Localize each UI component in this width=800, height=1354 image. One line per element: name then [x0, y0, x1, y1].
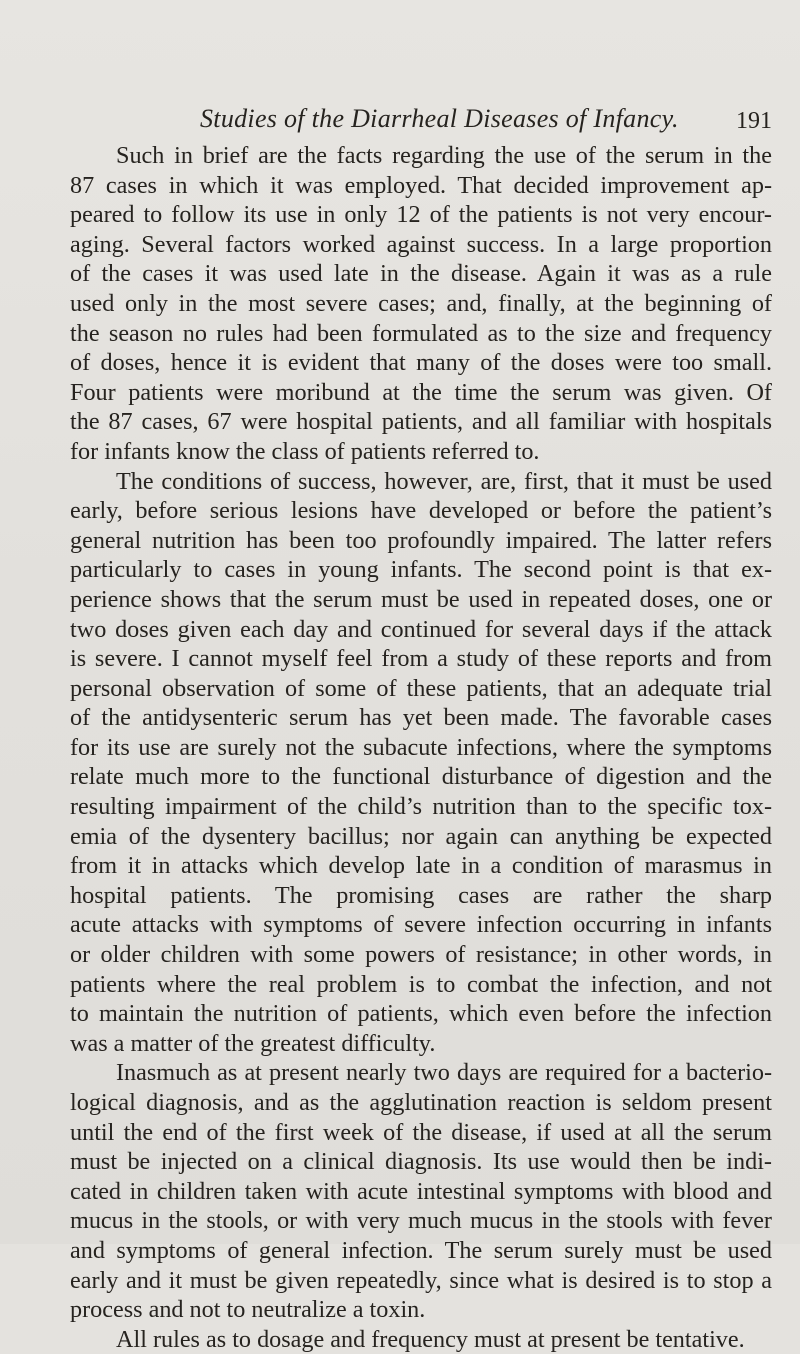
- text-line: Inasmuch as at present nearly two days are required for a bacterio-: [116, 1059, 772, 1087]
- text-line: to maintain the nutrition of patients, which even before the infection: [70, 1000, 772, 1028]
- text-line: acute attacks with symptoms of severe infection occurring in infants: [70, 911, 772, 939]
- page-header: [110, 104, 772, 138]
- text-line: cated in children taken with acute intestinal symptoms with blood and: [70, 1177, 772, 1205]
- text-line: is severe. I cannot myself feel from a study of these reports and from: [70, 645, 772, 673]
- text-line: was a matter of the greatest difficulty.: [70, 1029, 436, 1057]
- text-line: used only in the most severe cases; and, finally, at the beginning of: [70, 289, 772, 317]
- text-line: of the antidysenteric serum has yet been made. The favorable cases: [70, 704, 772, 732]
- text-line: hospital patients. The promising cases are rather the sharp: [70, 881, 772, 909]
- text-line: the 87 cases, 67 were hospital patients, and all familiar with hospitals: [70, 408, 772, 436]
- text-line: general nutrition has been too profoundly impaired. The latter refers: [70, 526, 772, 554]
- text-line: must be injected on a clinical diagnosis. Its use would then be indi-: [70, 1148, 772, 1176]
- text-line: 87 cases in which it was employed. That decided improvement ap-: [70, 171, 772, 199]
- text-line: The conditions of success, however, are, first, that it must be used: [116, 467, 772, 495]
- text-line: logical diagnosis, and as the agglutination reaction is seldom present: [70, 1089, 772, 1116]
- page-number: 191: [736, 108, 772, 134]
- body-text: [70, 141, 772, 1354]
- text-line: from it in attacks which develop late in a condition of marasmus in: [70, 852, 772, 880]
- text-line: Such in brief are the facts regarding the use of the serum in the: [116, 142, 772, 169]
- text-line: and symptoms of general infection. The serum surely must be used: [70, 1236, 772, 1264]
- text-line: perience shows that the serum must be used in repeated doses, one or: [70, 585, 772, 613]
- text-line: or older children with some powers of resistance; in other words, in: [70, 941, 772, 969]
- text-line: personal observation of some of these patients, that an adequate trial: [70, 674, 772, 702]
- text-line: early, before serious lesions have developed or before the patient’s: [70, 497, 772, 525]
- text-line: peared to follow its use in only 12 of the patients is not very encour-: [70, 201, 772, 229]
- text-line: aging. Several factors worked against success. In a large proportion: [70, 230, 772, 258]
- text-line: particularly to cases in young infants. The second point is that ex-: [70, 556, 772, 584]
- text-line: mucus in the stools, or with very much mucus in the stools with fever: [70, 1207, 772, 1235]
- text-line: of the cases it was used late in the disease. Again it was as a rule: [70, 260, 772, 288]
- text-line: relate much more to the functional disturbance of digestion and the: [70, 763, 772, 791]
- text-line: process and not to neutralize a toxin.: [70, 1296, 426, 1324]
- text-line: early and it must be given repeatedly, since what is desired is to stop a: [70, 1266, 772, 1294]
- text-line: All rules as to dosage and frequency must at present be tentative.: [116, 1325, 745, 1353]
- text-line: Four patients were moribund at the time the serum was given. Of: [70, 378, 772, 406]
- text-line: the season no rules had been formulated as to the size and frequency: [70, 319, 772, 347]
- text-line: for its use are surely not the subacute infections, where the symptoms: [70, 733, 772, 761]
- running-title: Studies of the Diarrheal Diseases of Infancy.: [200, 104, 679, 133]
- text-line: two doses given each day and continued for several days if the attack: [70, 615, 772, 643]
- text-line: emia of the dysentery bacillus; nor again can anything be expected: [70, 822, 772, 850]
- text-line: resulting impairment of the child’s nutrition than to the specific tox-: [70, 793, 772, 821]
- text-line: of doses, hence it is evident that many of the doses were too small.: [70, 349, 772, 377]
- text-line: patients where the real problem is to combat the infection, and not: [70, 970, 772, 998]
- text-line: until the end of the first week of the disease, if used at all the serum: [70, 1118, 772, 1146]
- text-line: for infants know the class of patients referred to.: [70, 437, 540, 465]
